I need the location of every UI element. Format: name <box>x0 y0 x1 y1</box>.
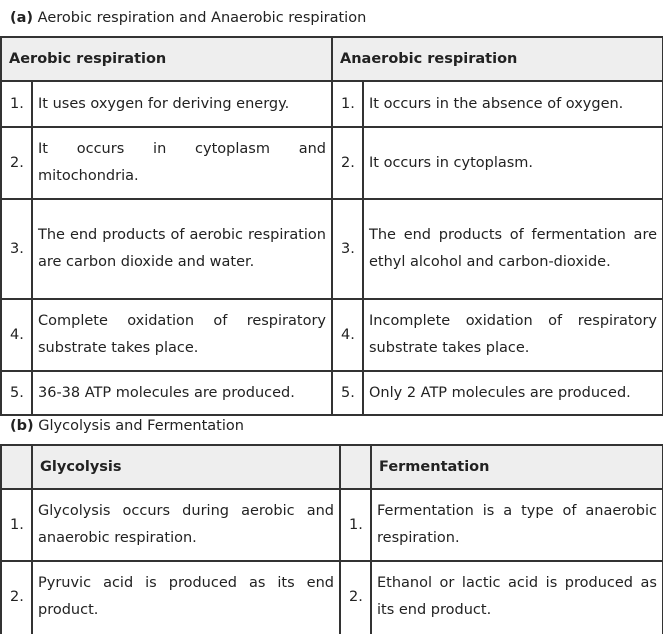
table-row <box>1 371 663 415</box>
row-number: 5. <box>332 371 363 415</box>
aerobic-cell: It uses oxygen for deriving energy. <box>32 81 332 127</box>
table-row <box>1 299 663 371</box>
aerobic-anaerobic-table <box>0 36 663 416</box>
section-a-label: (a) <box>10 10 34 26</box>
row-number: 4. <box>332 299 363 371</box>
header-blank-cell <box>340 445 371 489</box>
section-a-title <box>10 7 366 29</box>
anaerobic-cell: It occurs in cytoplasm. <box>363 127 663 199</box>
fermentation-cell: Fermentation is a type of anaerobic respiration. <box>371 489 663 561</box>
anaerobic-cell: Only 2 ATP molecules are produced. <box>363 371 663 415</box>
glycolysis-cell: Glycolysis occurs during aerobic and anaerobic respiration. <box>32 489 340 561</box>
section-a-heading: Aerobic respiration and Anaerobic respiration <box>37 10 367 26</box>
header-fermentation: Fermentation <box>371 445 663 489</box>
table-header-row <box>1 37 663 81</box>
row-number: 4. <box>1 299 32 371</box>
header-anaerobic: Anaerobic respiration <box>332 37 663 81</box>
row-number: 3. <box>1 199 32 299</box>
table-row <box>1 489 663 561</box>
row-number: 1. <box>1 489 32 561</box>
row-number: 1. <box>340 489 371 561</box>
aerobic-cell: Complete oxidation of respiratory substrate takes place. <box>32 299 332 371</box>
table-row <box>1 561 663 633</box>
row-number: 2. <box>332 127 363 199</box>
aerobic-cell: The end products of aerobic respiration are carbon dioxide and water. <box>32 199 332 299</box>
section-b-title <box>10 415 244 437</box>
aerobic-cell: It occurs in cytoplasm and mitochondria. <box>32 127 332 199</box>
anaerobic-cell: Incomplete oxidation of respiratory substrate takes place. <box>363 299 663 371</box>
row-number: 3. <box>332 199 363 299</box>
table-header-row <box>1 445 663 489</box>
row-number: 2. <box>1 127 32 199</box>
row-number: 5. <box>1 371 32 415</box>
aerobic-cell: 36-38 ATP molecules are produced. <box>32 371 332 415</box>
row-number: 2. <box>340 561 371 633</box>
table-row <box>1 81 663 127</box>
section-b-heading: Glycolysis and Fermentation <box>38 418 244 434</box>
table-row <box>1 127 663 199</box>
header-glycolysis: Glycolysis <box>32 445 340 489</box>
glycolysis-cell: Pyruvic acid is produced as its end product. <box>32 561 340 633</box>
table-row <box>1 199 663 299</box>
anaerobic-cell: The end products of fermentation are ethyl alcohol and carbon-dioxide. <box>363 199 663 299</box>
header-aerobic: Aerobic respiration <box>1 37 332 81</box>
anaerobic-cell: It occurs in the absence of oxygen. <box>363 81 663 127</box>
glycolysis-fermentation-table <box>0 444 663 634</box>
row-number: 1. <box>1 81 32 127</box>
header-blank-cell <box>1 445 32 489</box>
row-number: 1. <box>332 81 363 127</box>
row-number: 2. <box>1 561 32 633</box>
fermentation-cell: Ethanol or lactic acid is produced as its end product. <box>371 561 663 633</box>
section-b-label: (b) <box>10 418 34 434</box>
